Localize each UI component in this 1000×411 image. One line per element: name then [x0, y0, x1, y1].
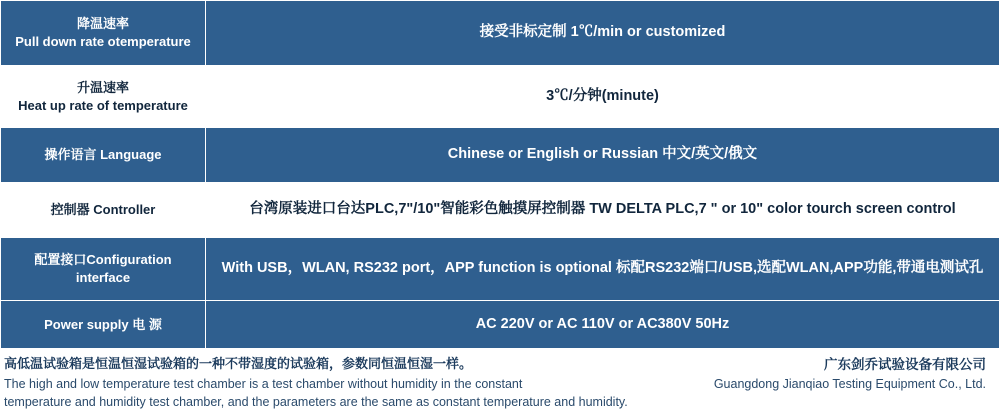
row-value-cell: With USB，WLAN, RS232 port，APP function is optional 标配RS232端口/USB,选配WLAN,APP功能,带通电测试孔: [206, 238, 1000, 301]
row-label-cell: [1, 238, 206, 301]
row-label-cell: [1, 66, 206, 128]
row-value-cell: 接受非标定制 1℃/min or customized: [206, 1, 1000, 66]
footer-note-en-line2: temperature and humidity test chamber, and the parameters are the same as constant temperature and humidity.: [4, 394, 628, 409]
table-body: [1, 1, 1000, 349]
row-label-cn: 控制器 Controller: [50, 202, 156, 218]
table-row: [1, 128, 1000, 183]
row-label-cell: [1, 128, 206, 183]
row-label-cn: 操作语言 Language: [44, 147, 162, 163]
row-value-cell: 台湾原装进口台达PLC,7"/10"智能彩色触摸屏控制器 TW DELTA PLC,7 " or 10" color tourch screen control: [206, 183, 1000, 238]
row-label-cn: 升温速率: [76, 79, 129, 95]
table-row: [1, 66, 1000, 128]
row-label-cell: [1, 301, 206, 349]
row-label-en: Pull down rate otemperature: [15, 34, 191, 49]
row-value-cell: Chinese or English or Russian 中文/英文/俄文: [206, 128, 1000, 183]
row-label-en: interface: [75, 270, 131, 285]
row-label-en: Heat up rate of temperature: [18, 97, 188, 113]
table-row: [1, 1, 1000, 66]
company-info: [714, 355, 992, 394]
footer-note: [4, 355, 628, 411]
row-value-cell: 3℃/分钟(minute): [206, 66, 1000, 128]
company-name-cn: 广东剑乔试验设备有限公司: [824, 357, 986, 372]
row-label-cn: 配置接口Configuration: [34, 252, 172, 268]
table-row: [1, 301, 1000, 349]
table-row: [1, 238, 1000, 301]
row-label-cn: Power supply 电 源: [44, 316, 162, 332]
row-label-cell: [1, 183, 206, 238]
row-label-cell: [1, 1, 206, 66]
row-label-cn: 降温速率: [76, 16, 129, 32]
table-row: [1, 183, 1000, 238]
row-value-cell: AC 220V or AC 110V or AC380V 50Hz: [206, 301, 1000, 349]
footer-note-en-line1: The high and low temperature test chamber is a test chamber without humidity in the constant: [4, 376, 523, 391]
footer: [0, 349, 1000, 411]
footer-note-cn: 高低温试验箱是恒温恒湿试验箱的一种不带湿度的试验箱，参数同恒温恒湿一样。: [4, 356, 473, 371]
company-name-en: Guangdong Jianqiao Testing Equipment Co., Ltd.: [713, 377, 986, 392]
